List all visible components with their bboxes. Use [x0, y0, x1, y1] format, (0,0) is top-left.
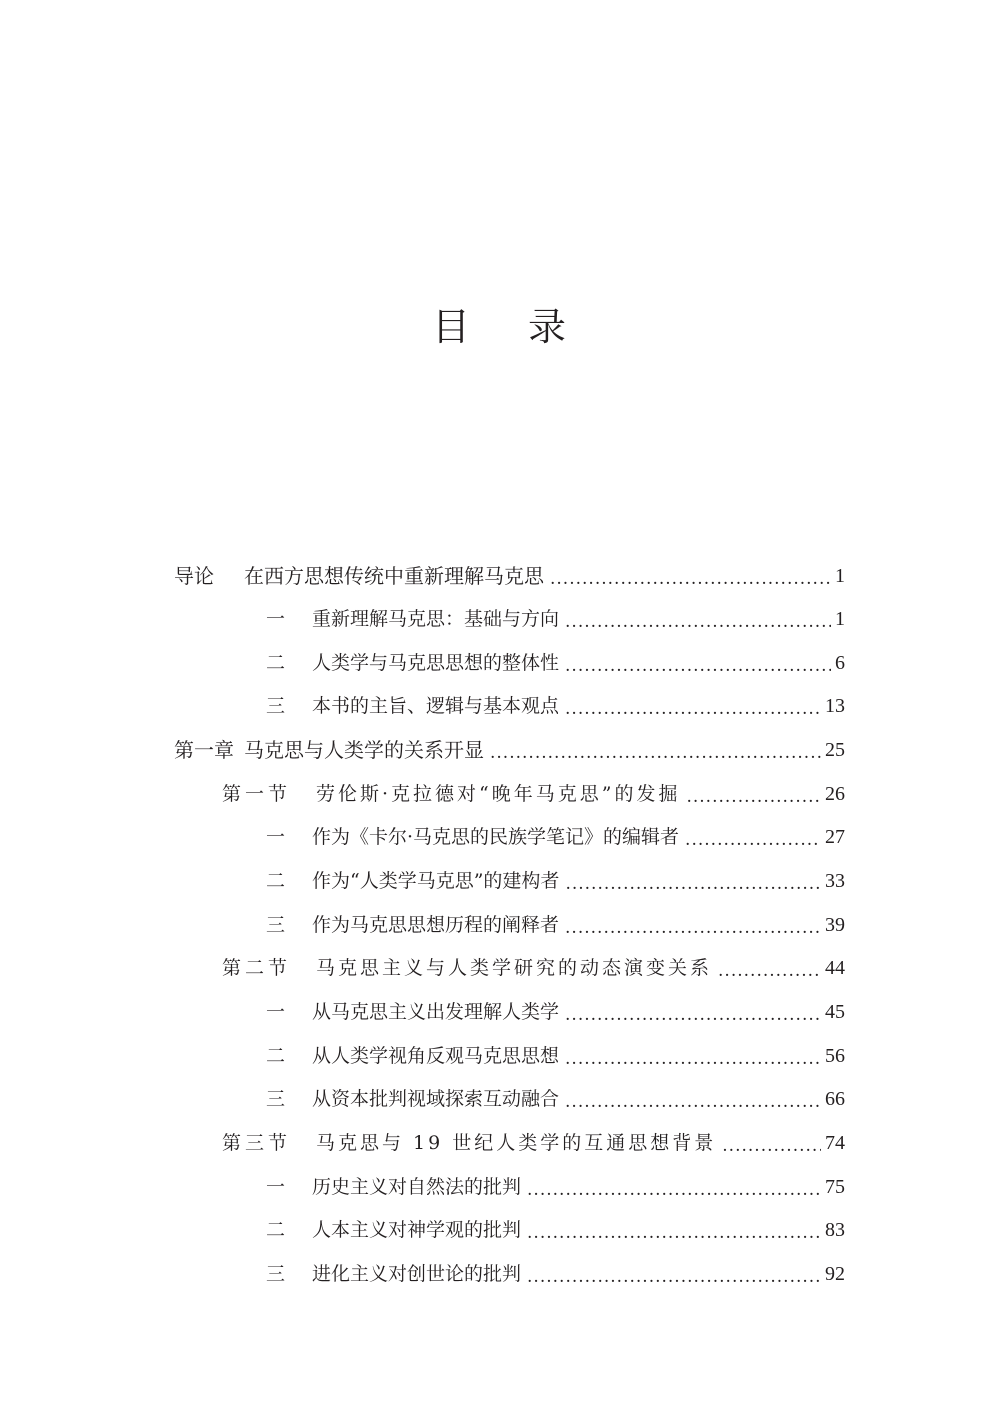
- toc-entry-number: 第三节: [222, 1132, 292, 1154]
- toc-entry-page: 1: [835, 608, 845, 630]
- toc-entry-number: 二: [266, 870, 286, 892]
- toc-entry-section[interactable]: [0, 948, 845, 988]
- toc-entry-title: 劳伦斯·克拉德对“晚年马克思”的发掘: [316, 783, 681, 805]
- toc-entry-title: 重新理解马克思：基础与方向: [312, 608, 560, 630]
- dot-leader: [565, 905, 821, 945]
- dot-leader: [565, 1079, 821, 1119]
- toc-entry-number: 第一章: [174, 738, 234, 762]
- toc-entry-title: 从人类学视角反观马克思思想: [312, 1045, 560, 1067]
- toc-entry-number: 一: [266, 1001, 286, 1023]
- toc-entry-title: 马克思主义与人类学研究的动态演变关系: [316, 957, 713, 979]
- toc-entry-title: 作为《卡尔·马克思的民族学笔记》的编辑者: [312, 826, 680, 848]
- toc-entry-title: 马克思与 19 世纪人类学的互通思想背景: [316, 1132, 717, 1154]
- toc-entry-section[interactable]: [0, 774, 845, 814]
- toc-entry-number: 二: [266, 652, 286, 674]
- dot-leader: [550, 556, 831, 596]
- toc-entry-page: 27: [825, 826, 845, 848]
- toc-entry-title: 历史主义对自然法的批判: [312, 1176, 522, 1198]
- toc-entry-number: 二: [266, 1219, 286, 1241]
- page-title-char-2: 录: [528, 305, 569, 349]
- toc-entry-item[interactable]: [0, 1210, 845, 1250]
- toc-entry-number: 三: [266, 1088, 286, 1110]
- page-title-char-1: 目: [431, 305, 472, 349]
- toc-entry-number: 三: [266, 1263, 286, 1285]
- toc-entry-page: 83: [825, 1219, 845, 1241]
- toc-entry-number: 三: [266, 914, 286, 936]
- dot-leader: [527, 1254, 821, 1294]
- toc-entry-number: 三: [266, 695, 286, 717]
- toc-entry-page: 1: [835, 565, 845, 587]
- toc-entry-number: 一: [266, 1176, 286, 1198]
- dot-leader: [565, 1036, 821, 1076]
- toc-entry-item[interactable]: [0, 599, 845, 639]
- toc-entry-title: 作为马克思思想历程的阐释者: [312, 914, 560, 936]
- toc-entry-number: 导论: [174, 564, 214, 588]
- page-title: [0, 296, 1000, 351]
- dot-leader: [718, 948, 821, 988]
- toc-entry-item[interactable]: [0, 1079, 845, 1119]
- toc-entry-page: 92: [825, 1263, 845, 1285]
- dot-leader: [565, 599, 831, 639]
- toc-entry-item[interactable]: [0, 1167, 845, 1207]
- toc-entry-item[interactable]: [0, 861, 845, 901]
- toc-entry-title: 本书的主旨、逻辑与基本观点: [312, 695, 560, 717]
- toc-entry-title: 从资本批判视域探索互动融合: [312, 1088, 560, 1110]
- toc-entry-title: 从马克思主义出发理解人类学: [312, 1001, 560, 1023]
- toc-entry-title: 马克思与人类学的关系开显: [244, 738, 484, 762]
- toc-entry-item[interactable]: [0, 992, 845, 1032]
- dot-leader: [565, 992, 821, 1032]
- toc-entry-page: 66: [825, 1088, 845, 1110]
- toc-entry-number: 第一节: [222, 783, 292, 805]
- toc-entry-item[interactable]: [0, 1254, 845, 1294]
- toc-entry-page: 33: [825, 870, 845, 892]
- toc-entry-intro[interactable]: [0, 556, 845, 596]
- toc-entry-number: 一: [266, 826, 286, 848]
- dot-leader: [490, 730, 821, 770]
- toc-entry-section[interactable]: [0, 1123, 845, 1163]
- toc-entry-number: 第二节: [222, 957, 292, 979]
- toc-entry-page: 39: [825, 914, 845, 936]
- toc-entry-title: 进化主义对创世论的批判: [312, 1263, 522, 1285]
- dot-leader: [722, 1123, 821, 1163]
- toc-entry-title: 人类学与马克思思想的整体性: [312, 652, 560, 674]
- dot-leader: [686, 774, 821, 814]
- toc-entry-page: 56: [825, 1045, 845, 1067]
- toc-entry-page: 44: [825, 957, 845, 979]
- toc-entry-page: 45: [825, 1001, 845, 1023]
- toc-entry-page: 26: [825, 783, 845, 805]
- dot-leader: [565, 643, 831, 683]
- toc-entry-number: 二: [266, 1045, 286, 1067]
- toc-entry-page: 75: [825, 1176, 845, 1198]
- dot-leader: [685, 817, 821, 857]
- toc-entry-item[interactable]: [0, 643, 845, 683]
- toc-entry-page: 25: [825, 739, 845, 761]
- toc-entry-item[interactable]: [0, 1036, 845, 1076]
- toc-entry-number: 一: [266, 608, 286, 630]
- toc-entry-page: 13: [825, 695, 845, 717]
- toc-entry-item[interactable]: [0, 905, 845, 945]
- toc-entry-page: 6: [835, 652, 845, 674]
- dot-leader: [527, 1210, 821, 1250]
- toc-entry-title: 作为“人类学马克思”的建构者: [312, 870, 560, 892]
- toc-entry-title: 人本主义对神学观的批判: [312, 1219, 522, 1241]
- dot-leader: [565, 861, 821, 901]
- dot-leader: [565, 686, 821, 726]
- toc-entry-title: 在西方思想传统中重新理解马克思: [244, 564, 544, 588]
- dot-leader: [527, 1167, 821, 1207]
- toc-entry-item[interactable]: [0, 686, 845, 726]
- toc-entry-chapter[interactable]: [0, 730, 845, 770]
- toc-entry-page: 74: [825, 1132, 845, 1154]
- toc-entry-item[interactable]: [0, 817, 845, 857]
